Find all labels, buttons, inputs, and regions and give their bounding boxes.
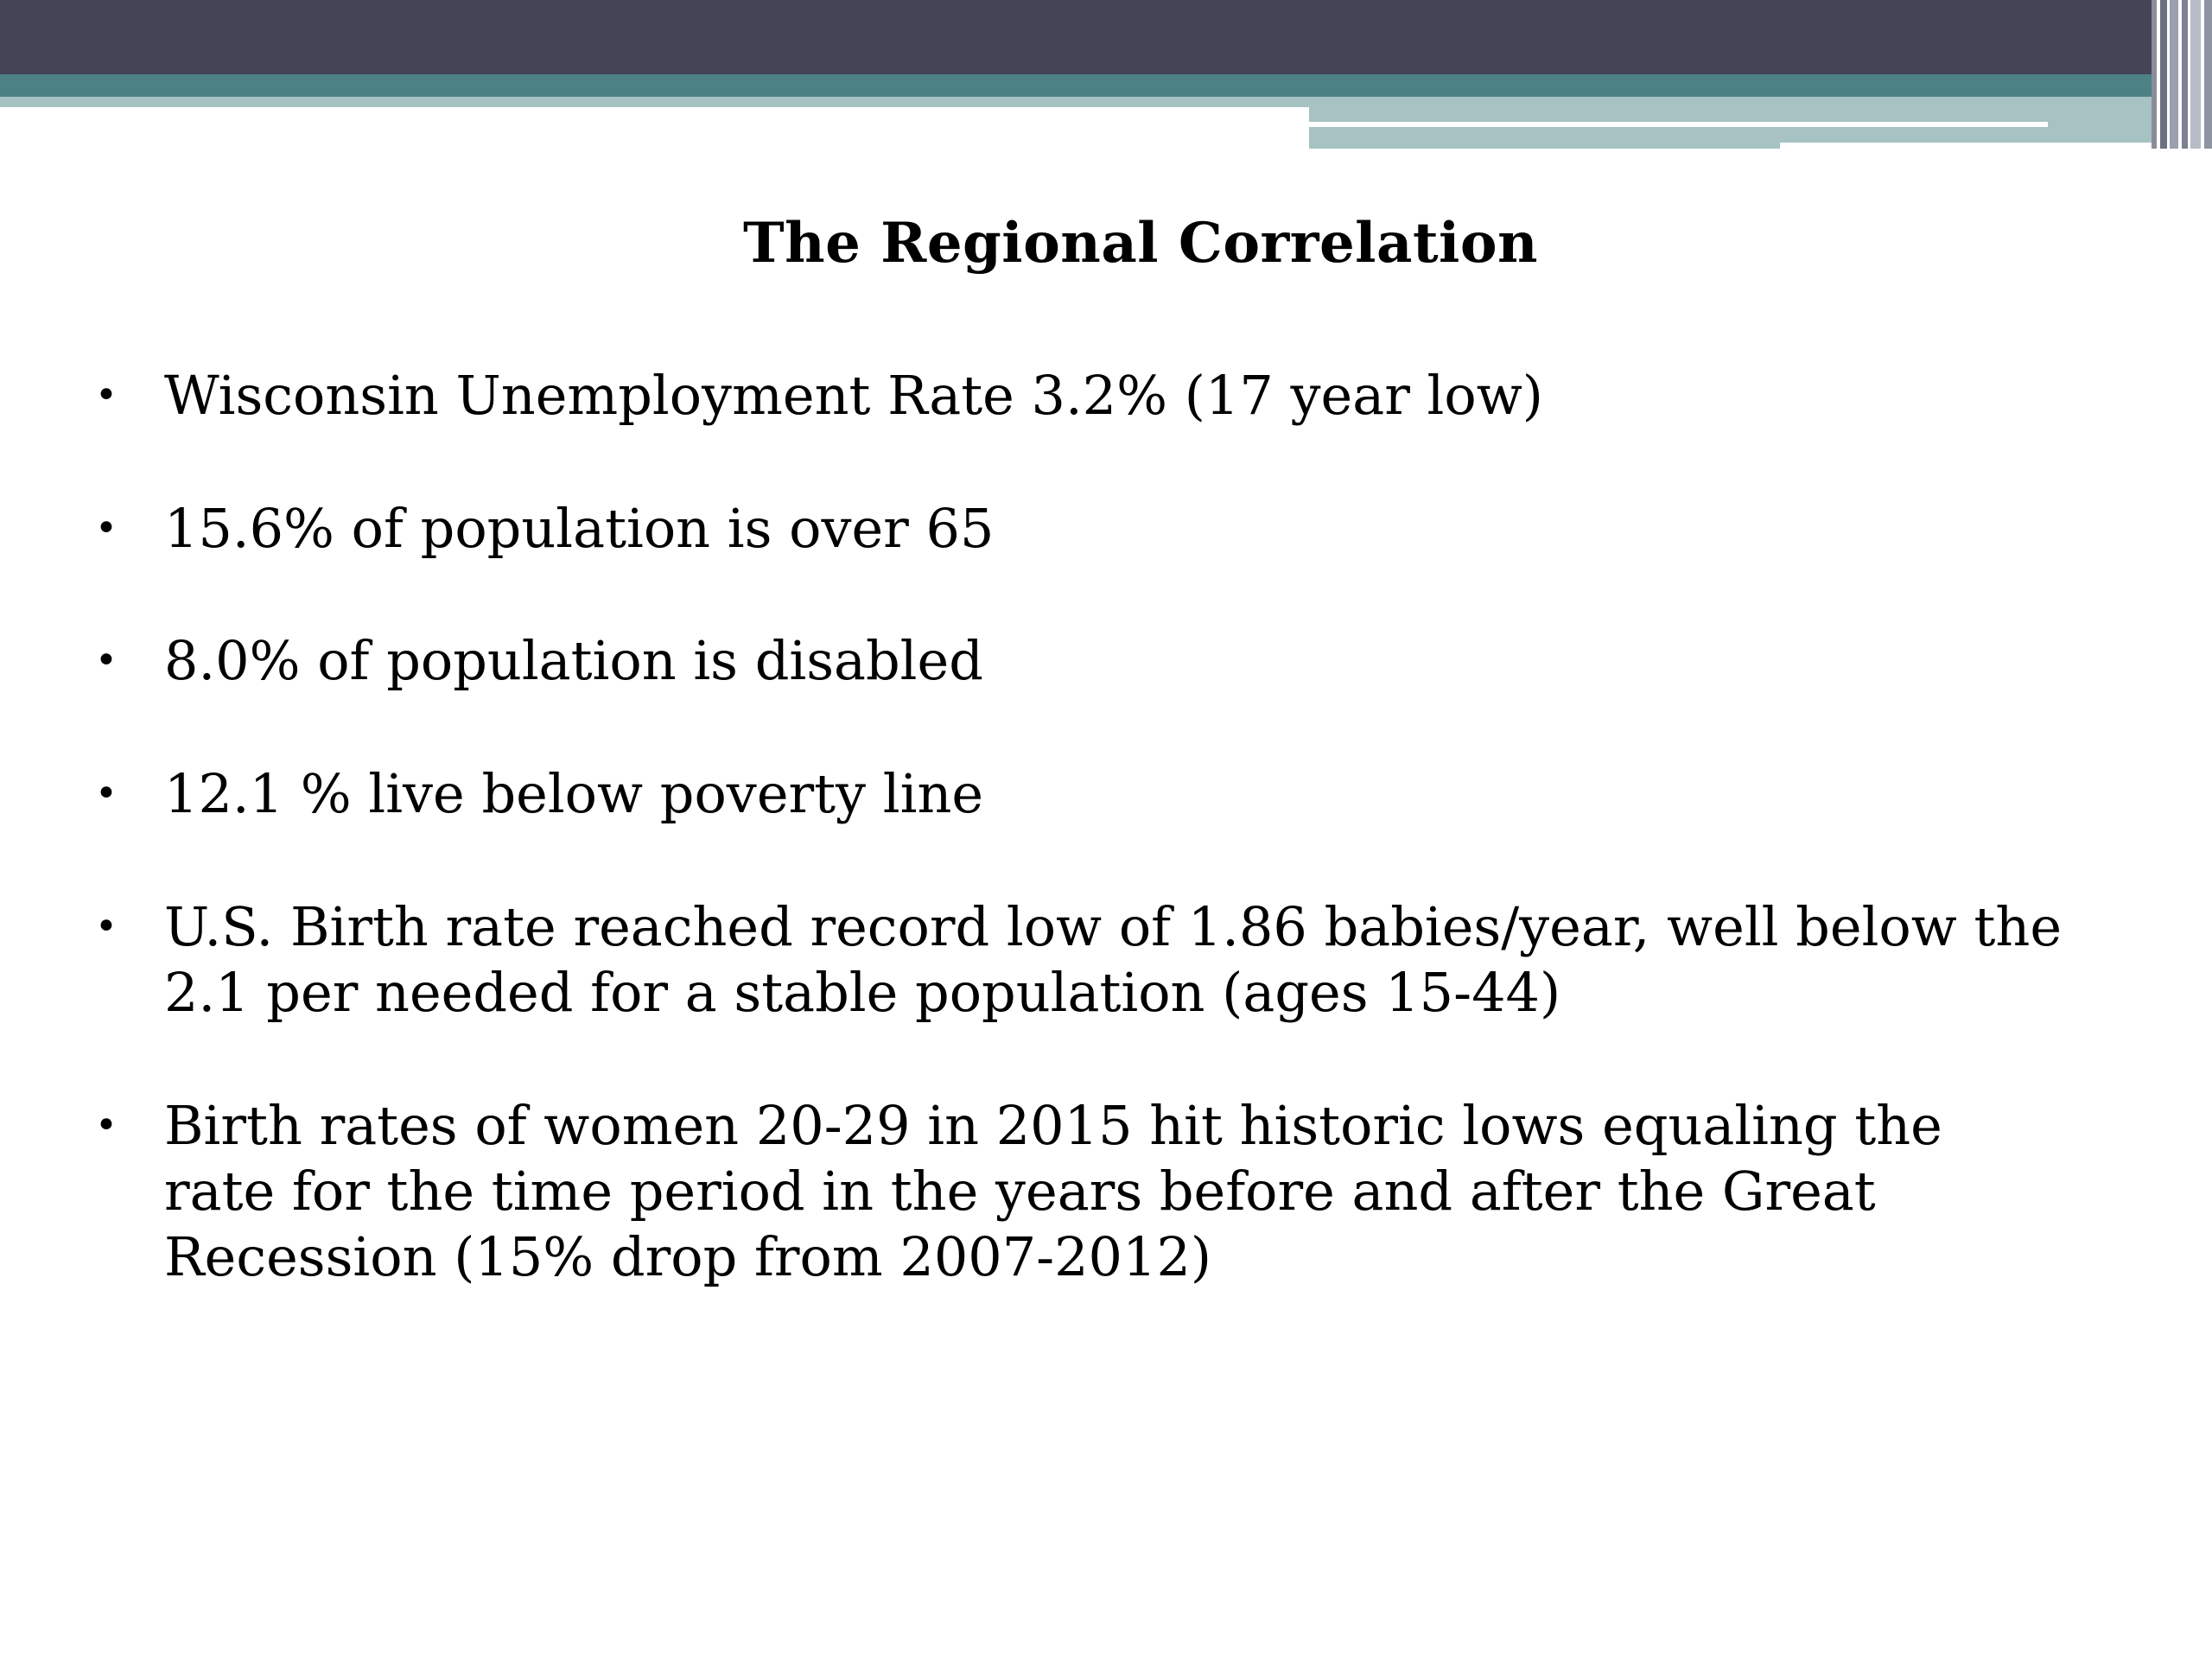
bullet-item: [95, 363, 2065, 429]
bullet-symbol: •: [95, 506, 118, 550]
bullet-text: Birth rates of women 20-29 in 2015 hit historic lows equaling the rate for the time period in the years before and after the Great Recession (15% drop from 2007-2012): [164, 1094, 1942, 1288]
header-divider-short: [1780, 143, 2212, 149]
bullet-text: U.S. Birth rate reached record low of 1.86 babies/year, well below the 2.1 per needed for a stable population (ages 15-44): [164, 895, 2063, 1024]
bullet-item: [95, 1093, 2065, 1290]
bullet-item: [95, 628, 2065, 694]
header-stripes: [2152, 0, 2212, 149]
bullet-symbol: •: [95, 772, 118, 816]
bullet-item: [95, 761, 2065, 827]
header-band-dark: [0, 0, 2212, 74]
bullet-symbol: •: [95, 905, 118, 949]
bullet-item: [95, 496, 2065, 562]
bullet-symbol: •: [95, 639, 118, 683]
bullet-text: 12.1 % live below poverty line: [164, 762, 984, 825]
bullet-text: 8.0% of population is disabled: [164, 629, 983, 692]
header-band-light-left: [0, 97, 1309, 107]
bullet-symbol: •: [95, 1103, 118, 1147]
bullet-text: Wisconsin Unemployment Rate 3.2% (17 year low): [164, 364, 1543, 427]
slide-title: The Regional Correlation: [742, 211, 1539, 276]
header-divider-line: [1309, 122, 2048, 127]
bullet-item: [95, 894, 2065, 1026]
header-band-teal: [0, 74, 2212, 97]
bullet-symbol: •: [95, 373, 118, 417]
bullet-text: 15.6% of population is over 65: [164, 497, 995, 560]
